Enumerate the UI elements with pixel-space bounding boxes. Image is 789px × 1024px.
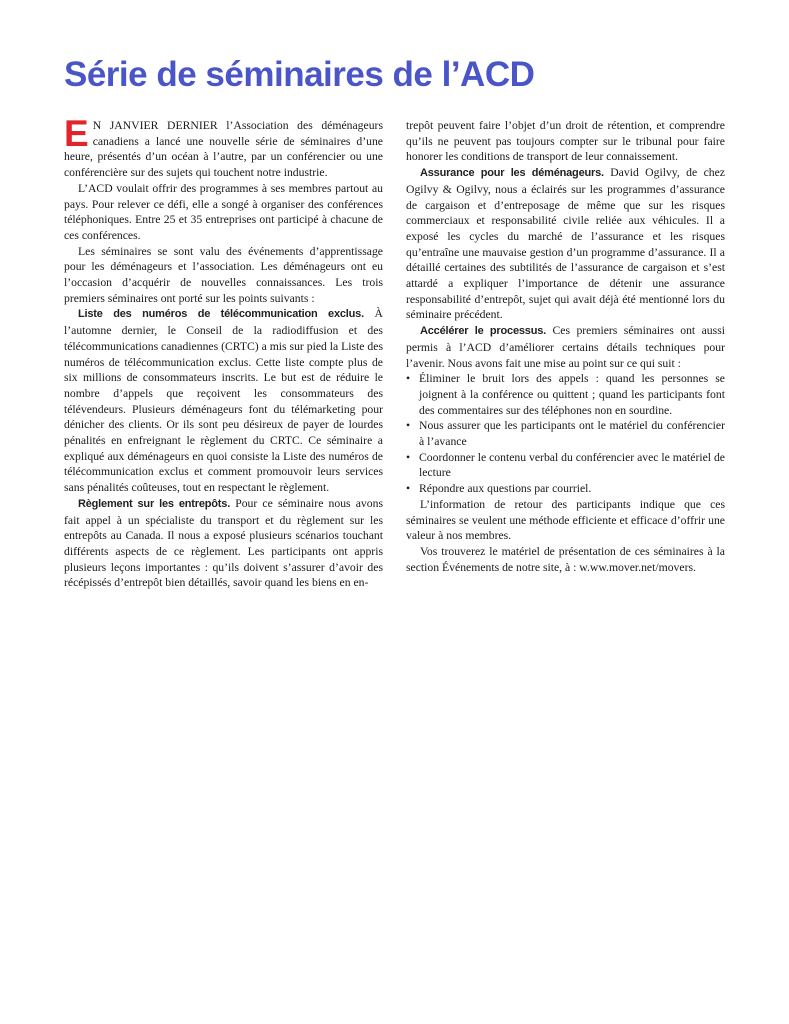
section-text: À l’automne dernier, le Conseil de la radiodiffusion et des télécommunications canadiennes (CRTC) a mis sur pied la Liste des numéros de télécommunication exclus. Cette liste compte plus de six millions de consommateurs inscrits. Le but est de réduire le nombre d’appels que reçoivent les consommateurs des télévendeurs. Plusieurs déménageurs font du télémarketing pour dénicher des clients. Or ils sont peu désireux de payer de lourdes pénalités en enfreignant le règlement du CRTC. Ce séminaire a expliqué aux déménageurs en quoi consiste la Liste des numéros de télécommunication exclus et comment promouvoir leurs services sans pénalités coûteuses, tout en respectant le règlement. <box>64 307 383 495</box>
bullet-icon: • <box>406 419 411 433</box>
list-item-text: Nous assurer que les participants ont le matériel du conférencier à l’avance <box>419 419 725 449</box>
body-paragraph: Les séminaires se sont valu des événements d’apprentissage pour les déménageurs et l’association. Les déménageurs ont eu l’occasion d’acquérir de nouvelles connaissances. Les trois premiers séminaires ont porté sur les points suivants : <box>64 244 383 305</box>
list-item-text: Répondre aux questions par courriel. <box>419 482 592 496</box>
section-heading: Règlement sur les entrepôts. <box>78 497 231 510</box>
bullet-icon: • <box>406 372 411 386</box>
bullet-icon: • <box>406 450 411 464</box>
section-text: David Ogilvy, de chez Ogilvy & Ogilvy, nous a éclairés sur les programmes d’assurance de cargaison et d’entreposage de même que sur les risques commerciaux et responsabilité civile reliée aux véhicules. Il a exposé les cycles du marché de l’assurance et les risques qu’entraîne une mauvaise gestion d’un programme d’assurance. Il a détaillé certaines des subtilités de l’assurance de cargaison et s’est attardé a expliquer l’importance de détenir une assurance responsabilité d’entrepôt, sujet qui avait déjà été mentionné lors du séminaire précédent. <box>406 166 725 322</box>
section-heading: Liste des numéros de télécommunication exclus. <box>78 308 364 321</box>
bullet-list <box>406 371 725 497</box>
continued-paragraph: trepôt peuvent faire l’objet d’un droit de rétention, et comprendre qu’ils ne peuvent pas toujours compter sur le tribunal pour faire honorer les conditions de transport de leur connaissement. <box>406 119 725 164</box>
section-heading: Accélérer le processus. <box>420 325 546 338</box>
left-column <box>64 113 384 591</box>
drop-cap: E <box>64 113 89 154</box>
intro-text: l’Association des déménageurs canadiens a lancé une nouvelle série de séminaires d’une heure, présentés d’un océan à l’autre, par un conférencier ou une conférencière sur des sujets qui touchent notre industrie. <box>64 119 383 180</box>
page-title: Série de séminaires de l’ACD <box>64 55 535 94</box>
section-paragraph <box>406 323 725 371</box>
list-item <box>406 450 725 481</box>
list-item-text: Coordonner le contenu verbal du conférencier avec le matériel de lecture <box>419 450 725 480</box>
body-paragraph: L’ACD voulait offrir des programmes à ses membres partout au pays. Pour relever ce défi, elle a songé à organiser des conférences téléphoniques. Entre 25 et 35 entreprises ont participé à chacune de ces conférences. <box>64 181 383 242</box>
list-item <box>406 371 725 418</box>
section-paragraph <box>64 496 383 591</box>
website-paragraph: Vos trouverez le matériel de présentation de ces séminaires à la section Événements de notre site, à : w.ww.mover.net/movers. <box>406 544 725 574</box>
list-item <box>406 418 725 449</box>
bullet-icon: • <box>406 482 411 496</box>
section-heading: Assurance pour les déménageurs. <box>420 167 604 180</box>
right-column <box>406 118 725 575</box>
section-paragraph <box>406 165 725 323</box>
section-text: Ces premiers séminaires ont aussi permis à l’ACD d’améliorer certains détails techniques pour l’avenir. Nous avons fait une mise au point sur ce qui suit : <box>406 324 725 370</box>
body-paragraph: L’information de retour des participants indique que ces séminaires se veulent une méthode efficiente et efficace d’offrir une valeur à nos membres. <box>406 497 725 543</box>
list-item-text: Éliminer le bruit lors des appels : quand les personnes se joignent à la conférence ou quittent ; quand les participants font des commentaires sur des téléphones non en sourdine. <box>419 372 725 417</box>
section-text: Pour ce séminaire nous avons fait appel à un spécialiste du transport et du règlement sur les entrepôts au Canada. Il nous a exposé plusieurs scénarios touchant différents aspects de ce règlement. Les participants ont appris plusieurs leçons importantes : qu’ils doivent s’assurer d’avoir des récépissés d’entrepôt bien détaillés, savoir quand les biens en en- <box>64 496 384 590</box>
intro-lead: N JANVIER DERNIER <box>92 119 218 132</box>
intro-paragraph <box>64 113 383 181</box>
section-paragraph <box>64 306 383 495</box>
list-item <box>406 481 725 497</box>
